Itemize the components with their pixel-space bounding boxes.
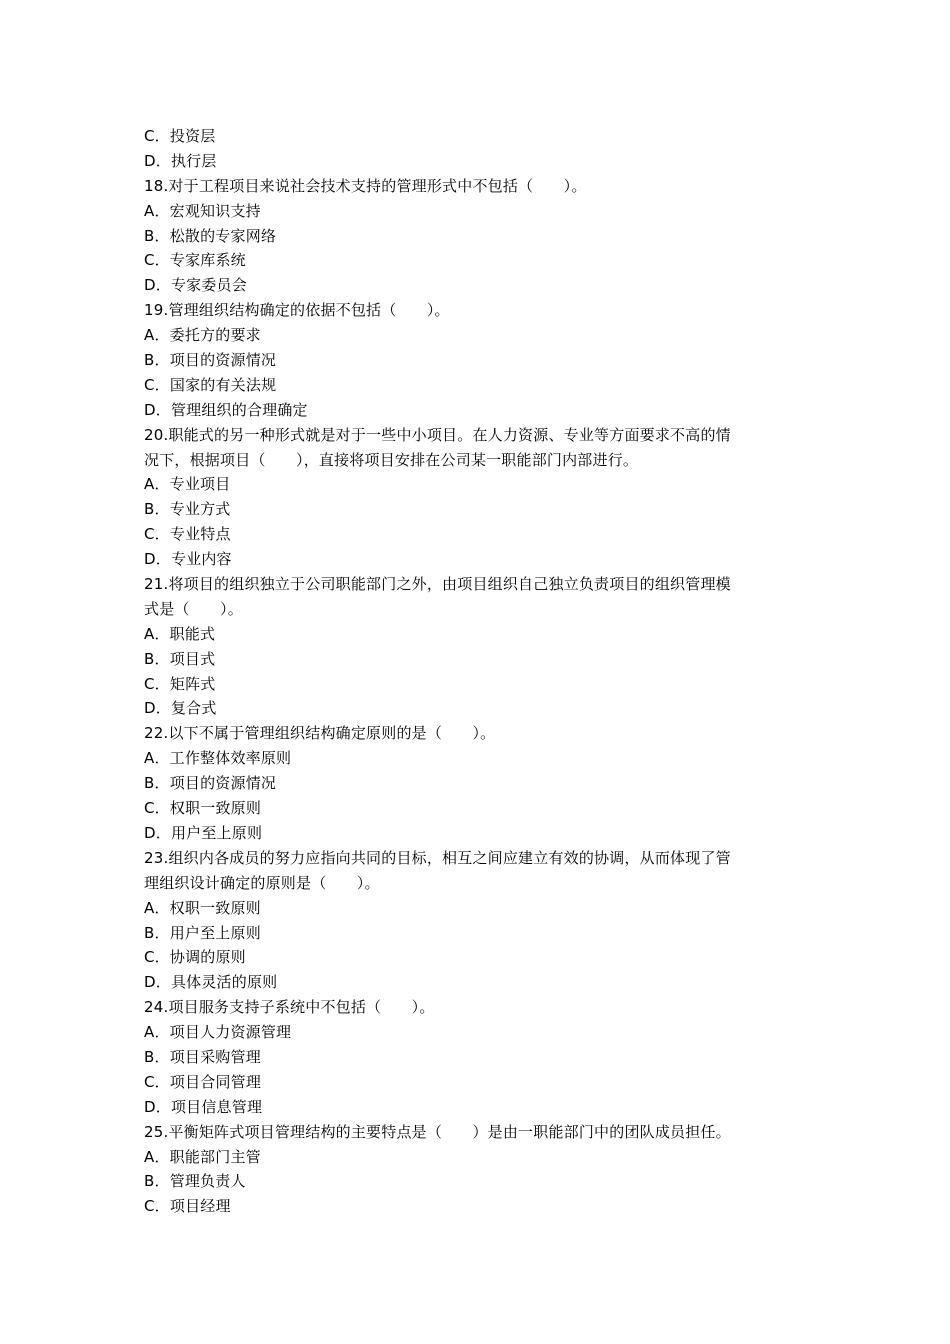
option-a-q23: A．权职一致原则	[144, 898, 261, 917]
option-a-q18: A．宏观知识支持	[144, 201, 261, 220]
option-a-q20: A．专业项目	[144, 475, 231, 494]
option-c-q24: C．项目合同管理	[144, 1072, 262, 1091]
question-21-line-1: 21.将项目的组织独立于公司职能部门之外，由项目组织自己独立负责项目的组织管理模	[144, 575, 731, 594]
option-c-q20: C．专业特点	[144, 525, 231, 544]
option-b-q23: B．用户至上原则	[144, 923, 261, 942]
option-b-q21: B．项目式	[144, 649, 216, 668]
option-a-q24: A．项目人力资源管理	[144, 1023, 292, 1042]
question-23-line-2: 理组织设计确定的原则是（ ）。	[144, 873, 380, 892]
option-c-q19: C．国家的有关法规	[144, 375, 277, 394]
option-d-q21: D．复合式	[144, 699, 217, 718]
option-c-q17: C．投资层	[144, 127, 216, 145]
option-d-q22: D．用户至上原则	[144, 823, 263, 842]
document-page	[144, 124, 814, 1219]
option-d-q24: D．项目信息管理	[144, 1097, 263, 1116]
option-a-q25: A．职能部门主管	[144, 1147, 261, 1166]
option-c-q21: C．矩阵式	[144, 674, 216, 693]
question-23-line-1: 23.组织内各成员的努力应指向共同的目标，相互之间应建立有效的协调，从而体现了管	[144, 848, 731, 867]
question-20-line-1: 20.职能式的另一种形式就是对于一些中小项目。在人力资源、专业等方面要求不高的情	[144, 425, 731, 444]
option-b-q19: B．项目的资源情况	[144, 351, 277, 370]
option-b-q18: B．松散的专家网络	[144, 226, 277, 245]
option-c-q18: C．专家库系统	[144, 251, 246, 270]
option-a-q19: A．委托方的要求	[144, 326, 261, 345]
option-b-q24: B．项目采购管理	[144, 1047, 261, 1066]
question-21-line-2: 式是（ ）。	[144, 599, 243, 618]
option-b-q25: B．管理负责人	[144, 1172, 246, 1191]
option-c-q22: C．权职一致原则	[144, 799, 262, 818]
option-a-q22: A．工作整体效率原则	[144, 749, 292, 768]
option-b-q22: B．项目的资源情况	[144, 774, 277, 793]
question-25: 25.平衡矩阵式项目管理结构的主要特点是（ ）是由一职能部门中的团队成员担任。	[144, 1122, 731, 1141]
option-a-q21: A．职能式	[144, 624, 216, 643]
option-d-q19: D．管理组织的合理确定	[144, 400, 308, 419]
option-d-q23: D．具体灵活的原则	[144, 973, 278, 992]
option-c-q23: C．协调的原则	[144, 948, 246, 967]
question-19: 19.管理组织结构确定的依据不包括（ ）。	[144, 301, 450, 320]
question-20-line-2: 况下，根据项目（ ），直接将项目安排在公司某一职能部门内部进行。	[144, 450, 639, 469]
question-24: 24.项目服务支持子系统中不包括（ ）。	[144, 998, 435, 1017]
option-b-q20: B．专业方式	[144, 500, 231, 519]
question-18: 18.对于工程项目来说社会技术支持的管理形式中不包括（ ）。	[144, 176, 587, 195]
option-c-q25: C．项目经理	[144, 1197, 231, 1216]
option-d-q20: D．专业内容	[144, 550, 232, 569]
option-d-q17: D．执行层	[144, 151, 217, 170]
option-d-q18: D．专家委员会	[144, 276, 247, 295]
question-22: 22.以下不属于管理组织结构确定原则的是（ ）。	[144, 724, 496, 743]
